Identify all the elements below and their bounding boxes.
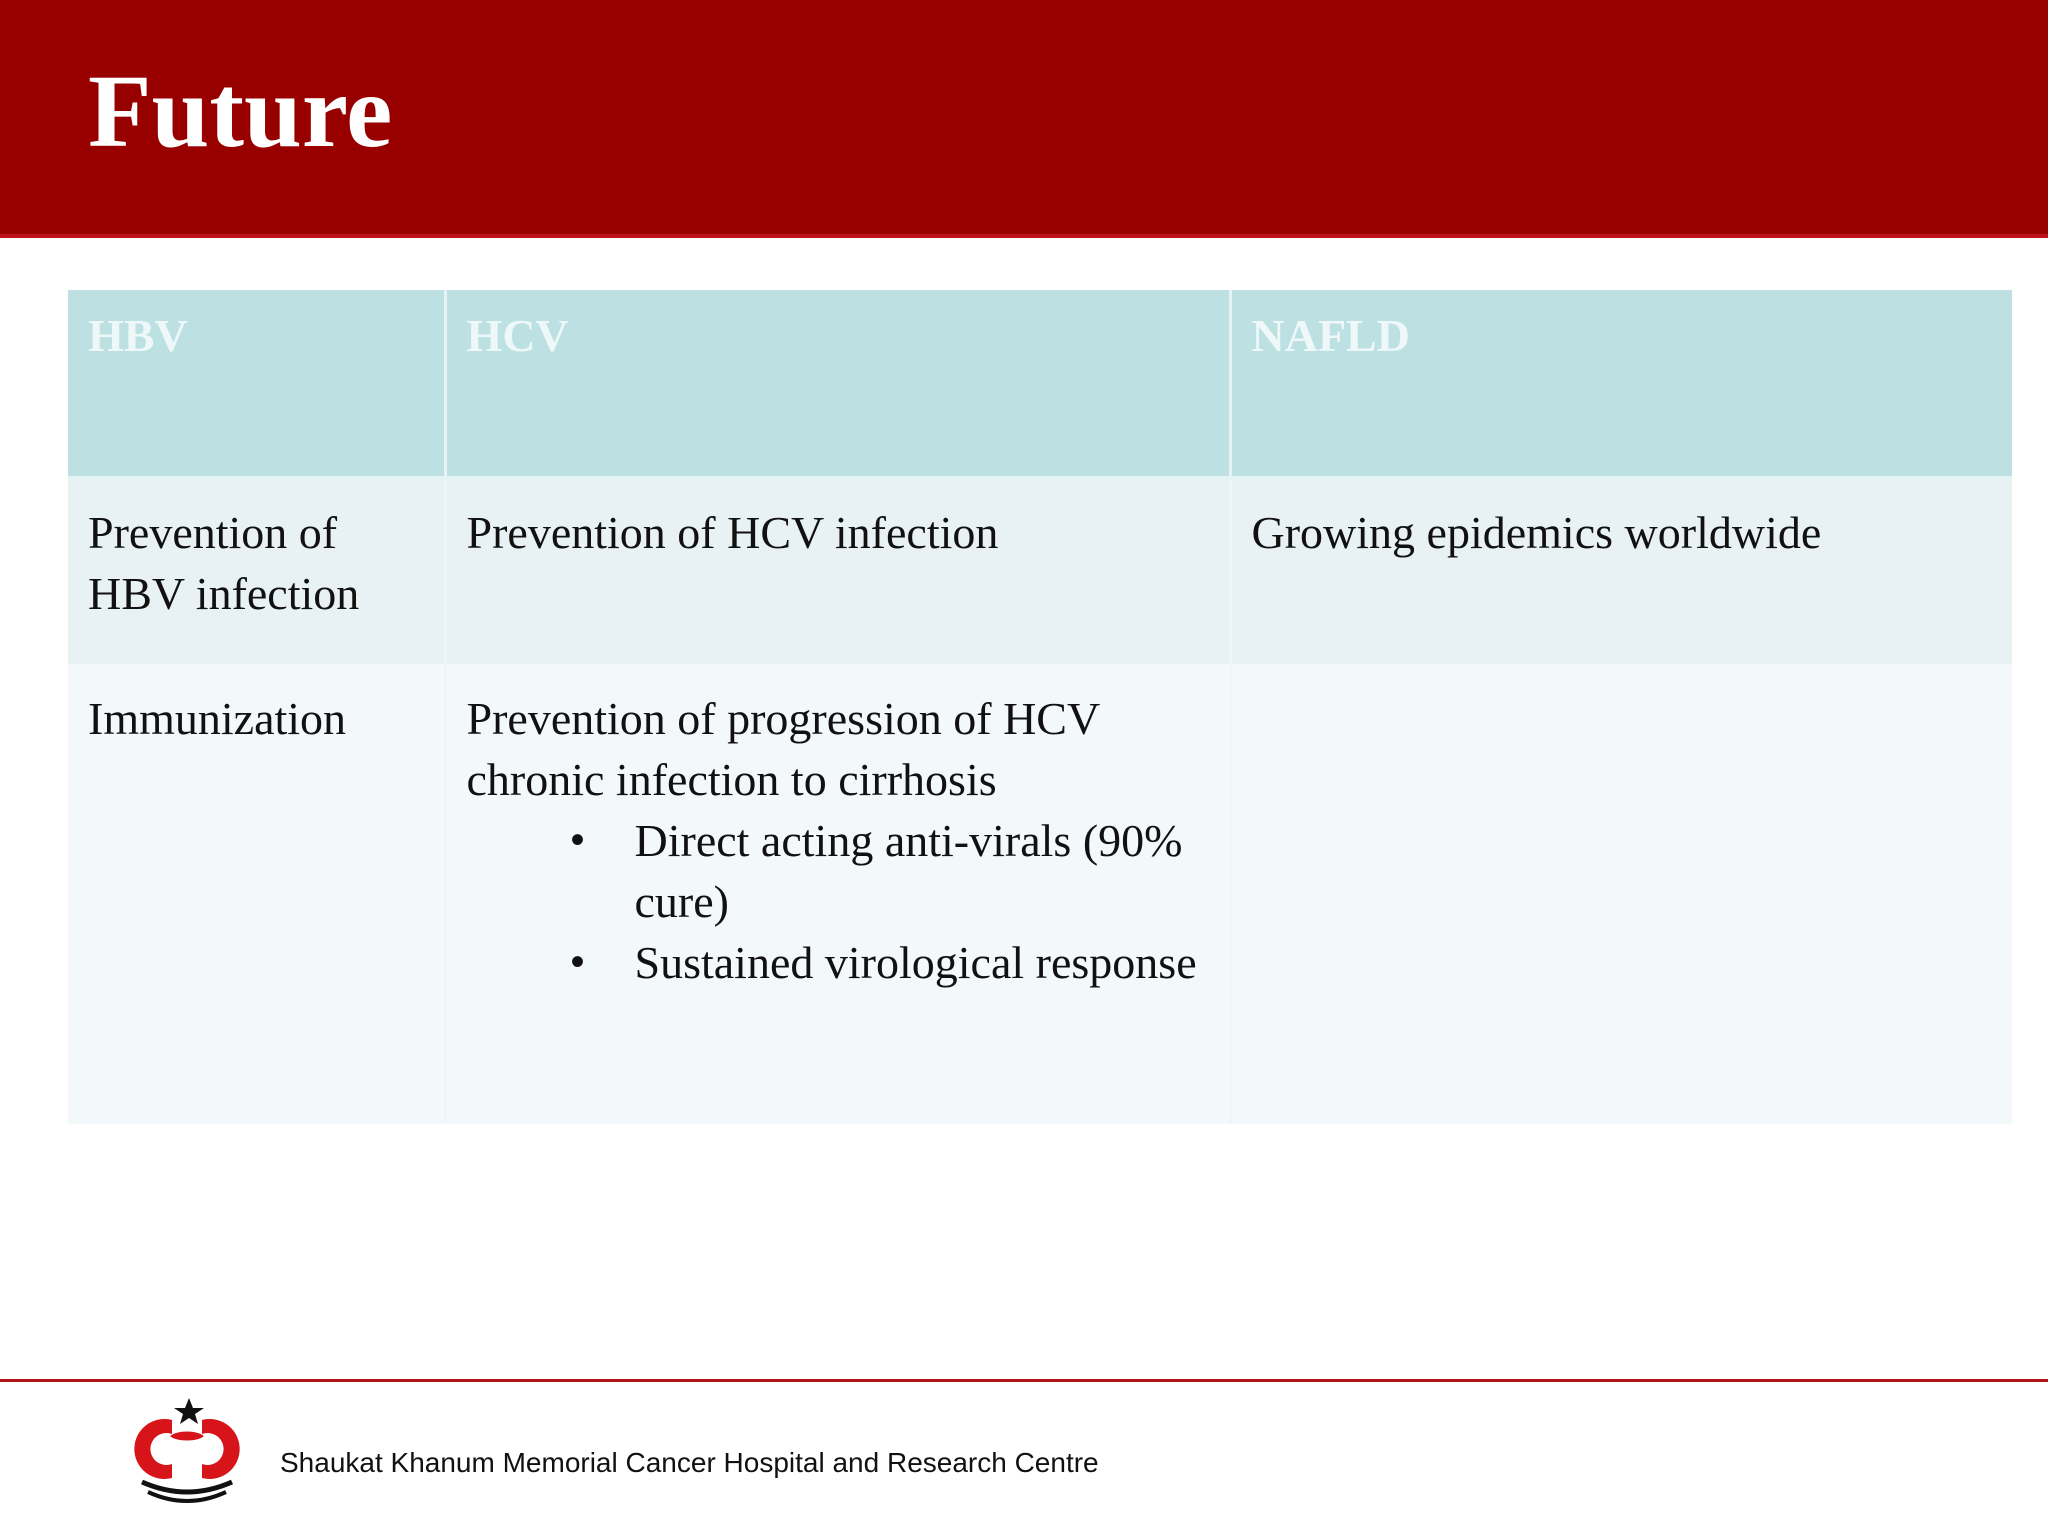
organization-name: Shaukat Khanum Memorial Cancer Hospital and Research Centre xyxy=(280,1447,1099,1478)
list-item xyxy=(570,932,1209,993)
cell-hcv-progression xyxy=(445,664,1230,1124)
cell-nafld-empty xyxy=(1230,664,2012,1124)
bullet-text: Direct acting anti-virals (90% cure) xyxy=(634,815,1183,927)
table-row xyxy=(68,664,2012,1124)
bullet-icon: • xyxy=(570,818,585,862)
cell-nafld-epidemics: Growing epidemics worldwide xyxy=(1230,478,2012,664)
slide-title: Future xyxy=(88,54,393,169)
header-cell-nafld: NAFLD xyxy=(1230,290,2012,478)
bullet-text: Sustained virological response xyxy=(634,937,1197,988)
title-bar xyxy=(0,0,2048,238)
cell-hbv-immunization: Immunization xyxy=(68,664,445,1124)
header-row xyxy=(68,290,2012,478)
content-table xyxy=(68,290,2012,1124)
cell-hcv-prevention: Prevention of HCV infection xyxy=(445,478,1230,664)
footer-divider xyxy=(0,1379,2048,1382)
header-cell-hcv: HCV xyxy=(445,290,1230,478)
bullet-icon: • xyxy=(570,940,585,984)
header-cell-hbv: HBV xyxy=(68,290,445,478)
list-item xyxy=(570,810,1209,932)
table-row xyxy=(68,478,2012,664)
cell-hbv-prevention: Prevention of HBV infection xyxy=(68,478,445,664)
hcv-bullet-list xyxy=(467,810,1209,993)
hcv-progression-text: Prevention of progression of HCV chronic infection to cirrhosis xyxy=(466,693,1100,805)
skmch-logo-icon xyxy=(112,1396,262,1508)
